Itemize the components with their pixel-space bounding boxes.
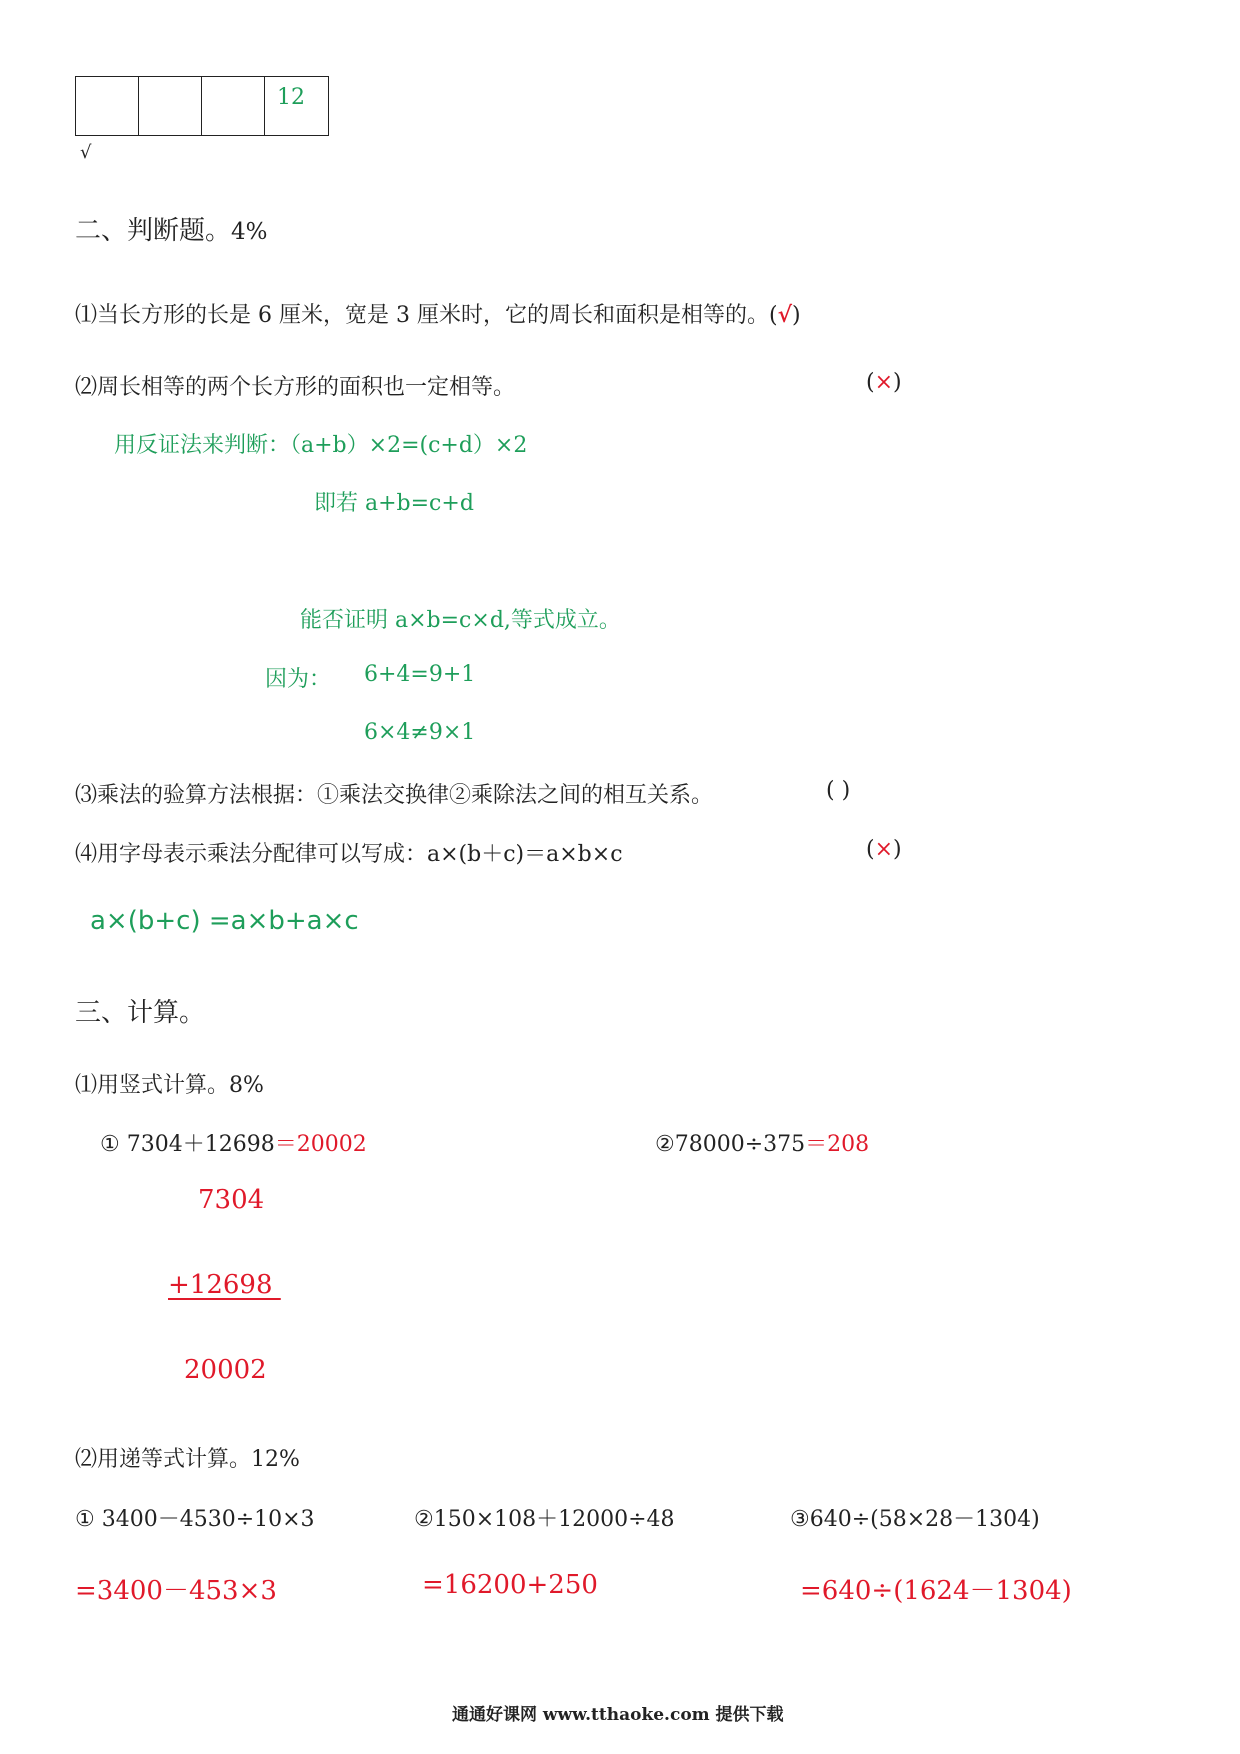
grid-cell — [139, 77, 202, 135]
question-4: ⑷用字母表示乘法分配律可以写成：a×(b＋c)＝a×b×c — [75, 842, 623, 867]
expression-1: ① 3400－4530÷10×3 — [75, 1507, 315, 1532]
section3-heading: 三、计算。 — [75, 998, 206, 1028]
work-line-2: 即若 a+b=c+d — [314, 491, 474, 516]
page-footer: 通通好课网 www.tthaoke.com 提供下载 — [452, 1705, 784, 1725]
vertical-top: 7304 — [198, 1185, 265, 1215]
work-line-5: 6×4≠9×1 — [364, 720, 476, 745]
vertical-result: 20002 — [184, 1355, 267, 1385]
grid-cell — [265, 77, 328, 135]
work-because: 因为： — [265, 667, 332, 692]
step-1: =3400－453×3 — [75, 1576, 277, 1606]
work-line-4: 6+4=9+1 — [364, 662, 476, 687]
problem-2: ②78000÷375＝208 — [655, 1132, 870, 1157]
section2-heading: 二、判断题。4% — [75, 216, 268, 246]
question-4-answer: (×) — [866, 837, 902, 862]
question-2: ⑵周长相等的两个长方形的面积也一定相等。 — [75, 375, 516, 400]
part2-title: ⑵用递等式计算。12% — [75, 1447, 300, 1472]
answer-check: √ — [777, 302, 793, 328]
question-2-answer: (×) — [866, 370, 902, 395]
answer-grid — [75, 76, 329, 136]
grid-cell — [76, 77, 139, 135]
work-line-3: 能否证明 a×b=c×d,等式成立。 — [300, 608, 621, 633]
problem-1: ① 7304＋12698＝20002 — [100, 1132, 367, 1157]
question-4-correction: a×(b+c) =a×b+a×c — [90, 906, 359, 936]
question-3-bracket: ( ) — [826, 778, 851, 803]
part1-title: ⑴用竖式计算。8% — [75, 1073, 264, 1098]
work-line-1: 用反证法来判断：（a+b）×2=(c+d）×2 — [114, 433, 528, 458]
step-3: =640÷(1624－1304) — [800, 1576, 1072, 1606]
grid-cell — [202, 77, 265, 135]
check-mark: √ — [80, 142, 92, 163]
expression-3: ③640÷(58×28－1304) — [790, 1507, 1040, 1532]
expression-2: ②150×108＋12000÷48 — [414, 1507, 675, 1532]
step-2: =16200+250 — [422, 1570, 598, 1600]
vertical-middle: +12698 — [168, 1270, 281, 1300]
question-1: ⑴当长方形的长是 6 厘米，宽是 3 厘米时，它的周长和面积是相等的。(√) — [75, 302, 801, 328]
question-3: ⑶乘法的验算方法根据：①乘法交换律②乘除法之间的相互关系。 — [75, 783, 714, 808]
grid-cell-value: 12 — [277, 85, 305, 110]
